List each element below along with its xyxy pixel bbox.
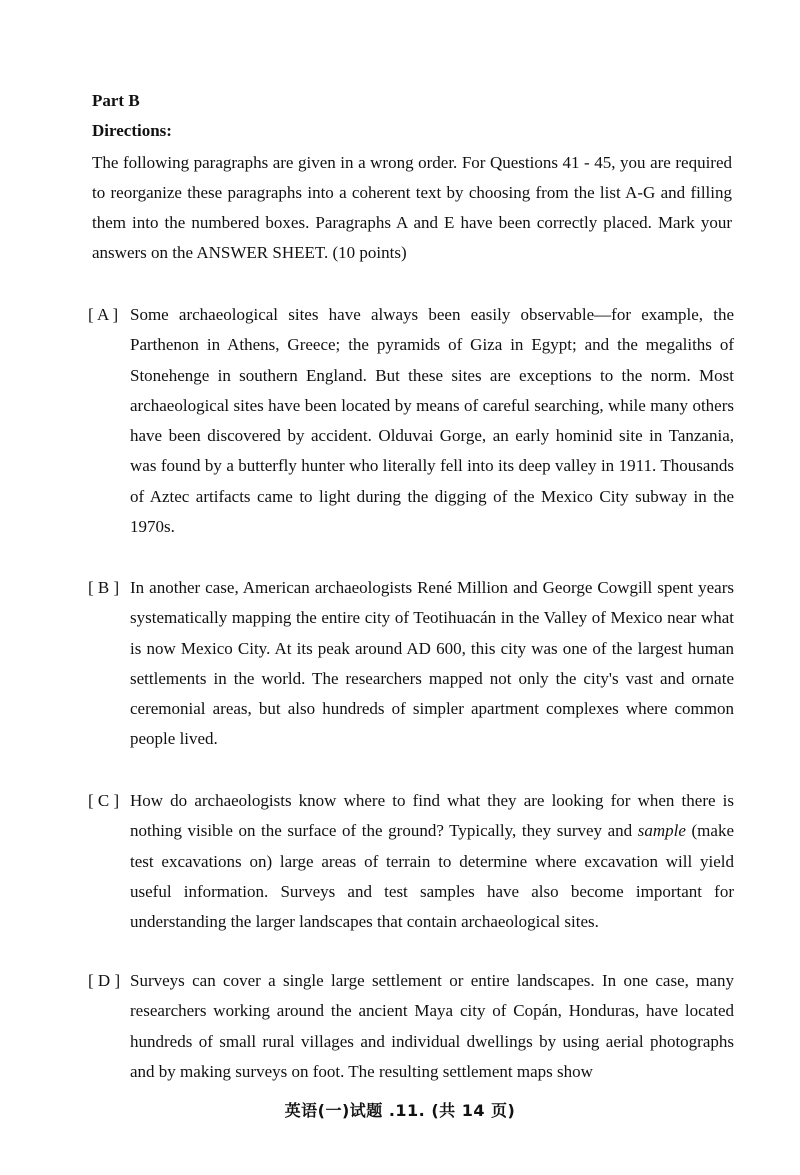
paragraph-b xyxy=(88,573,734,755)
page-footer: 英语(一)试题 .11. (共 14 页) xyxy=(284,1101,516,1120)
paragraph-text: In another case, American archaeologists René Million and George Cowgill spent years systematically mapping the entire city of Teotihuacán in the Valley of Mexico near what is now Mexico City. At its peak around AD 600, this city was one of the largest human settlements in the world. The researchers mapped not only the city's vast and ornate ceremonial areas, but also hundreds of simpler apartment complexes where common people lived. xyxy=(130,578,734,749)
directions-label: Directions: xyxy=(92,121,172,140)
paragraph-letter: [ A ] xyxy=(88,305,119,324)
paragraph-text xyxy=(130,786,734,937)
paragraph-letter: [ C ] xyxy=(88,791,120,810)
paragraph-letter: [ D ] xyxy=(88,971,121,990)
paragraph-c xyxy=(88,786,734,937)
part-title: Part B xyxy=(92,91,140,110)
paragraph-text-after: (make test excavations on) large areas of terrain to determine where excavation will yield useful information. Surveys and test samples have also become important for understanding the larger landscapes that contain archaeological sites. xyxy=(130,821,734,932)
paragraph-a xyxy=(88,300,734,542)
directions-text: The following paragraphs are given in a wrong order. For Questions 41 - 45, you are required to reorganize these paragraphs into a coherent text by choosing from the list A-G and filling them into the numbered boxes. Paragraphs A and E have been correctly placed. Mark your answers on the ANSWER SHEET. (10 points) xyxy=(92,153,732,262)
paragraph-letter: [ B ] xyxy=(88,578,120,597)
paragraph-d xyxy=(88,966,734,1087)
paragraph-text-before: How do archaeologists know where to find what they are looking for when there is nothing visible on the surface of the ground? Typically, they survey and xyxy=(130,791,734,841)
paragraph-text-emphasis: sample xyxy=(637,821,686,841)
paragraph-text: Surveys can cover a single large settlement or entire landscapes. In one case, many researchers working around the ancient Maya city of Copán, Honduras, have located hundreds of small rural villages and individual dwellings by using aerial photographs and by making surveys on foot. The resulting settlement maps show xyxy=(130,971,734,1081)
paragraph-text: Some archaeological sites have always been easily observable—for example, the Parthenon in Athens, Greece; the pyramids of Giza in Egypt; and the megaliths of Stonehenge in southern England. But these sites are exceptions to the norm. Most archaeological sites have been located by means of careful searching, while many others have been discovered by accident. Olduvai Gorge, an early hominid site in Tanzania, was found by a butterfly hunter who literally fell into its deep valley in 1911. Thousands of Aztec artifacts came to light during the digging of the Mexico City subway in the 1970s. xyxy=(130,305,734,537)
